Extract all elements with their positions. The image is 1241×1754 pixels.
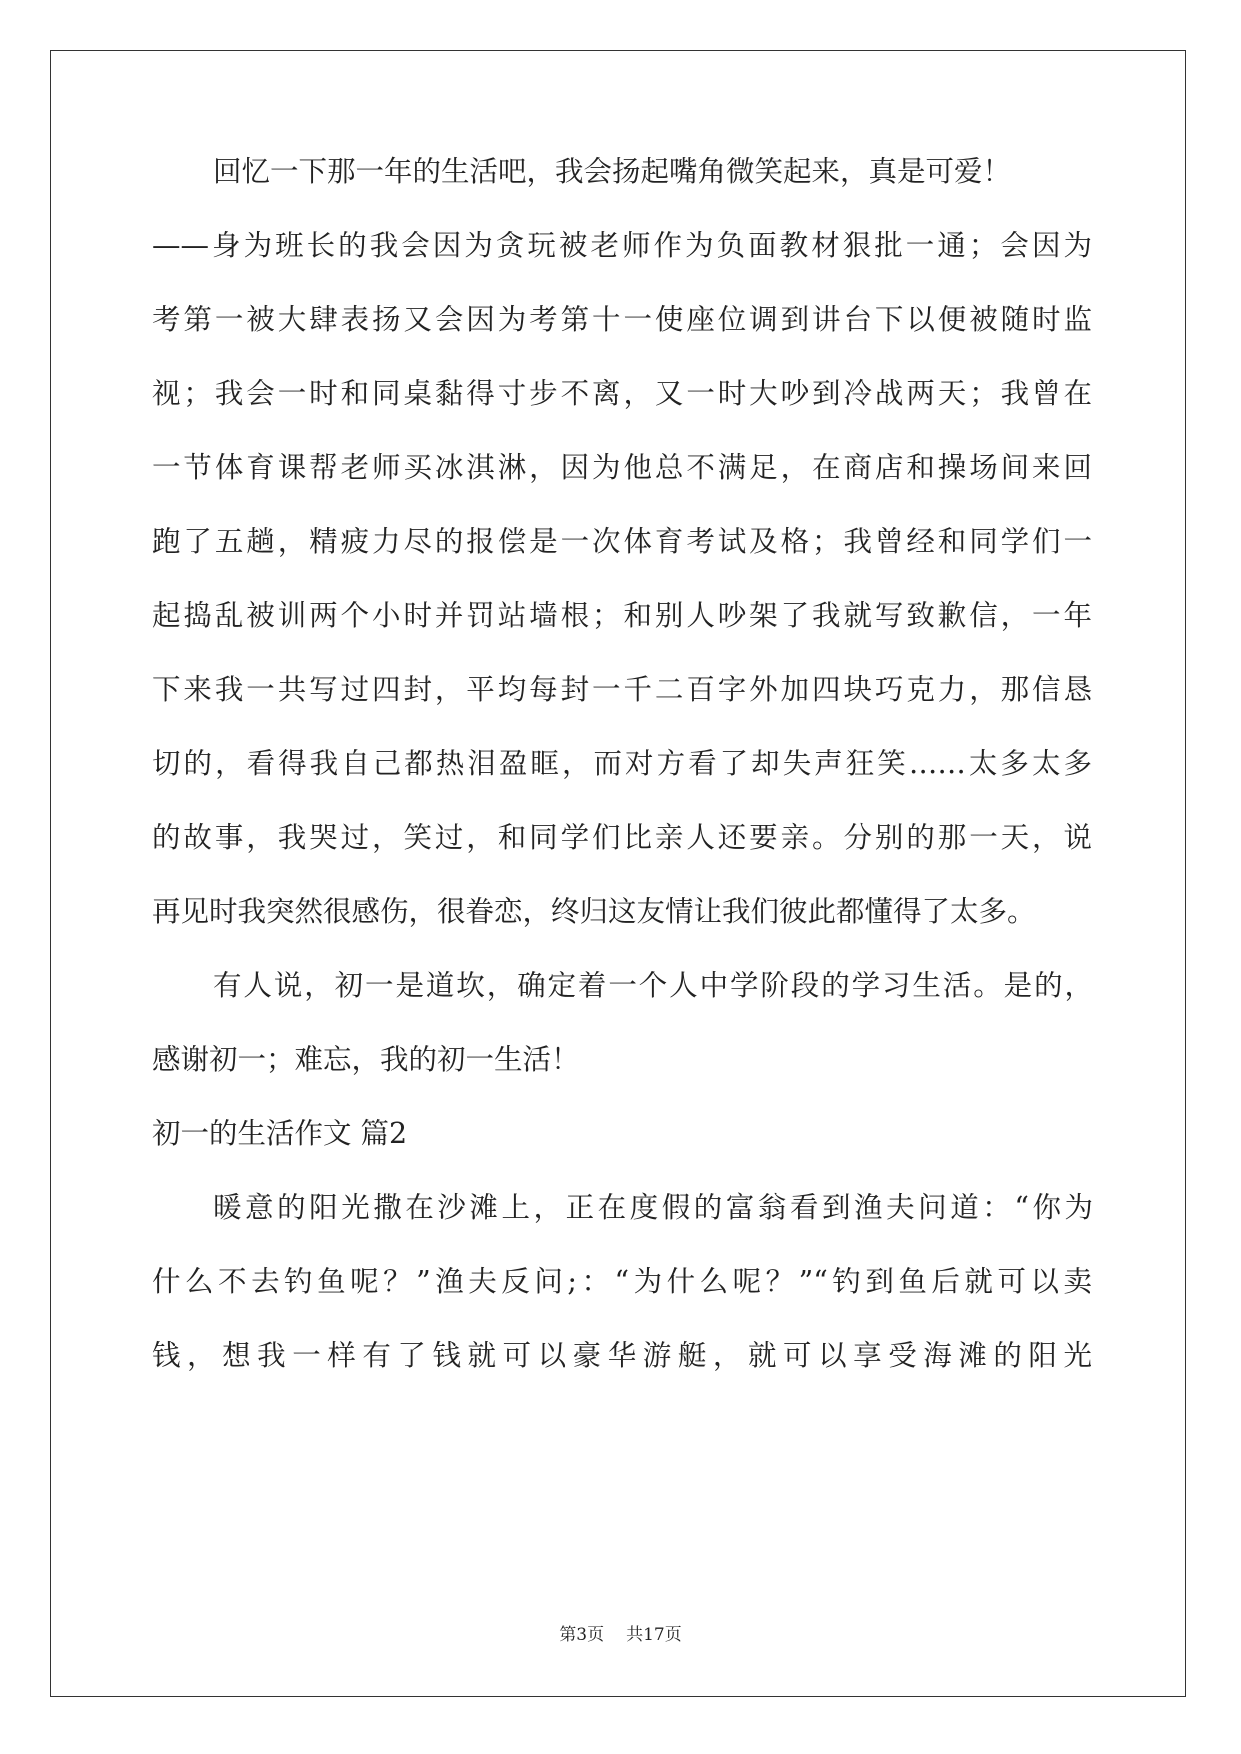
paragraph-line: 再见时我突然很感伤，很眷恋，终归这友情让我们彼此都懂得了太多。 bbox=[152, 895, 1036, 928]
paragraph-line: 起捣乱被训两个小时并罚站墙根；和别人吵架了我就写致歉信，一年 bbox=[152, 599, 1092, 632]
paragraph-line: 下来我一共写过四封，平均每封一千二百字外加四块巧克力，那信恳 bbox=[152, 673, 1092, 706]
paragraph-line: 有人说，初一是道坎，确定着一个人中学阶段的学习生活。是的， bbox=[213, 969, 1093, 1002]
paragraph-line: 考第一被大肆表扬又会因为考第十一使座位调到讲台下以便被随时监 bbox=[152, 303, 1092, 336]
paragraph-line: 一节体育课帮老师买冰淇淋，因为他总不满足，在商店和操场间来回 bbox=[152, 451, 1092, 484]
page-border bbox=[50, 50, 1186, 1697]
paragraph-line: 感谢初一；难忘，我的初一生活！ bbox=[152, 1043, 580, 1076]
page-footer bbox=[0, 1620, 1241, 1645]
paragraph-line: 钱，想我一样有了钱就可以豪华游艇，就可以享受海滩的阳光 bbox=[152, 1339, 1092, 1372]
paragraph-line: 视；我会一时和同桌黏得寸步不离，又一时大吵到冷战两天；我曾在 bbox=[152, 377, 1092, 410]
page-total: 共17页 bbox=[626, 1625, 682, 1645]
paragraph-line: 回忆一下那一年的生活吧，我会扬起嘴角微笑起来，真是可爱！ bbox=[213, 155, 1012, 188]
page-number: 第3页 bbox=[559, 1625, 605, 1645]
paragraph-line: 跑了五趟，精疲力尽的报偿是一次体育考试及格；我曾经和同学们一 bbox=[152, 525, 1092, 558]
section-heading: 初一的生活作文 篇2 bbox=[152, 1117, 408, 1150]
paragraph-line: 切的，看得我自己都热泪盈眶，而对方看了却失声狂笑……太多太多 bbox=[152, 747, 1092, 780]
paragraph-line: 的故事，我哭过，笑过，和同学们比亲人还要亲。分别的那一天，说 bbox=[152, 821, 1092, 854]
paragraph-line: ——身为班长的我会因为贪玩被老师作为负面教材狠批一通；会因为 bbox=[152, 229, 1092, 262]
paragraph-line: 什么不去钓鱼呢？”渔夫反问;：“为什么呢？”“钓到鱼后就可以卖 bbox=[152, 1265, 1092, 1298]
paragraph-line: 暖意的阳光撒在沙滩上，正在度假的富翁看到渔夫问道：“你为 bbox=[213, 1191, 1093, 1224]
